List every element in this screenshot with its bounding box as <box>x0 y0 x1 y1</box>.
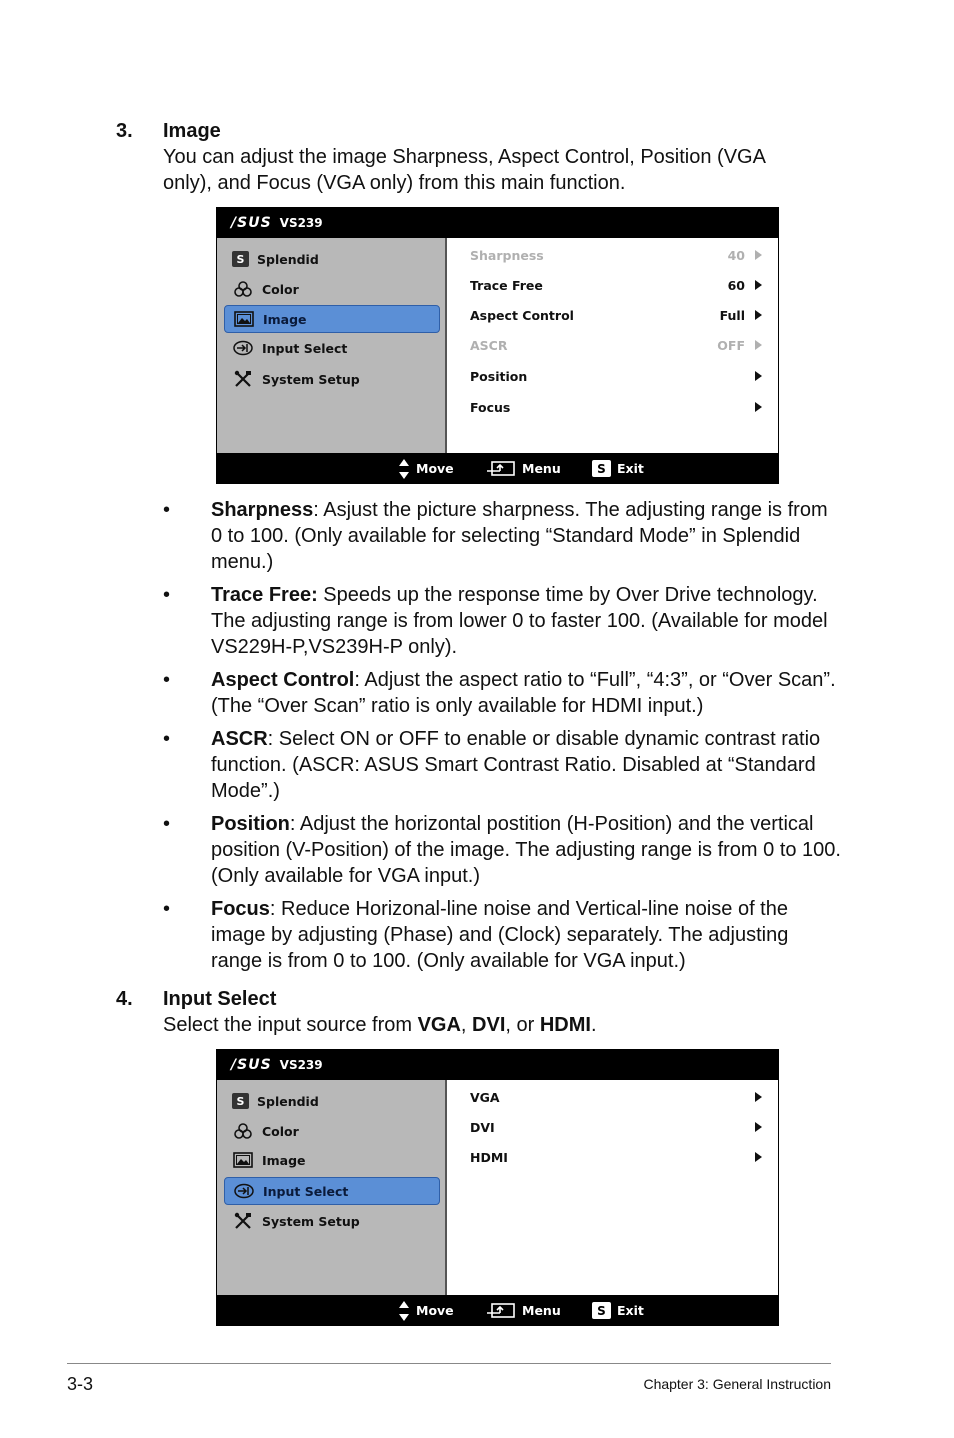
osd-header <box>216 1049 779 1080</box>
description: Speeds up the response time by Over Drive technology. The adjusting range is from lower 0 to faster 100. (Available for model VS229H-P,VS239H-P only). <box>211 584 828 658</box>
option-label: Trace Free <box>470 277 543 293</box>
image-icon <box>232 1151 254 1169</box>
description: : Select ON or OFF to enable or disable dynamic contrast ratio function. (ASCR: ASUS Smart Contrast Ratio. Disabled at “Standard Mode”.) <box>211 728 821 802</box>
osd-submenu <box>445 1080 778 1295</box>
splendid-icon: S <box>232 251 249 267</box>
menu-item-input-select[interactable] <box>224 335 438 361</box>
image-option-list <box>163 497 843 981</box>
option-dvi[interactable] <box>470 1117 762 1137</box>
description: : Asjust the picture sharpness. The adjusting range is from 0 to 100. (Only available for selecting “Standard Mode” in Splendid menu.) <box>211 499 828 573</box>
menu-icon <box>486 460 516 478</box>
list-item: • Trace Free: Speeds up the response time by Over Drive technology. The adjusting range is from lower 0 to faster 100. (Available for model VS229H-P,VS239H-P only). <box>163 584 828 658</box>
system-setup-icon <box>232 370 254 388</box>
footer-divider <box>67 1363 831 1364</box>
arrow-right-icon <box>755 371 762 381</box>
option-focus[interactable] <box>470 397 762 417</box>
osd-footer <box>216 1295 779 1326</box>
option-label: Focus <box>470 399 511 415</box>
arrow-right-icon <box>755 1122 762 1132</box>
term: Focus <box>211 898 270 920</box>
page-number: 3-3 <box>67 1374 94 1394</box>
menu-label: Menu <box>522 461 561 476</box>
exit-icon: S <box>592 460 611 477</box>
option-ascr <box>470 335 762 355</box>
option-value: OFF <box>717 337 745 353</box>
menu-item-label: Input Select <box>263 1183 349 1199</box>
menu-label: Menu <box>522 1303 561 1318</box>
menu-item-image[interactable] <box>224 1147 438 1173</box>
section-title: Input Select <box>163 988 277 1010</box>
option-label: VGA <box>470 1089 500 1105</box>
input-select-icon <box>232 339 254 357</box>
osd-footer <box>216 453 779 484</box>
exit-label: Exit <box>617 461 644 476</box>
move-icon <box>398 1300 410 1322</box>
menu-item-label: Color <box>262 1123 299 1139</box>
menu-item-image[interactable] <box>224 305 440 333</box>
option-value: 40 <box>727 247 745 263</box>
menu-hint <box>486 1295 561 1326</box>
model-name: VS239 <box>279 215 323 230</box>
menu-item-input-select[interactable] <box>224 1177 440 1205</box>
term: Trace Free: <box>211 584 318 606</box>
system-setup-icon <box>232 1212 254 1230</box>
color-icon <box>232 280 254 298</box>
menu-item-splendid[interactable] <box>224 246 438 272</box>
exit-icon: S <box>592 1302 611 1319</box>
option-value: 60 <box>727 277 745 293</box>
option-label: ASCR <box>470 337 508 353</box>
menu-hint <box>486 453 561 484</box>
description: : Adjust the horizontal postition (H-Position) and the vertical position (V-Position) of the image. The adjusting range is from 0 to 100. (Only available for VGA input.) <box>211 813 841 887</box>
splendid-icon: S <box>232 1093 249 1109</box>
option-hdmi[interactable] <box>470 1147 762 1167</box>
list-item: • Sharpness: Asjust the picture sharpness. The adjusting range is from 0 to 100. (Only available for selecting “Standard Mode” in Splendid menu.) <box>163 499 828 573</box>
arrow-right-icon <box>755 1092 762 1102</box>
option-sharpness <box>470 245 762 265</box>
arrow-right-icon <box>755 310 762 320</box>
exit-label: Exit <box>617 1303 644 1318</box>
osd-header <box>216 207 779 238</box>
menu-item-color[interactable] <box>224 276 438 302</box>
option-label: Aspect Control <box>470 307 574 323</box>
option-label: Sharpness <box>470 247 544 263</box>
exit-hint <box>592 1295 644 1326</box>
list-item: • Position: Adjust the horizontal postition (H-Position) and the vertical position (V-Position) of the image. The adjusting range is from 0 to 100. (Only available for VGA input.) <box>163 813 841 887</box>
move-label: Move <box>416 461 454 476</box>
section-title: Image <box>163 120 221 142</box>
osd-image-menu <box>216 207 779 484</box>
menu-item-splendid[interactable] <box>224 1088 438 1114</box>
exit-hint <box>592 453 644 484</box>
move-hint <box>398 1295 454 1326</box>
menu-item-color[interactable] <box>224 1118 438 1144</box>
input-select-icon <box>233 1182 255 1200</box>
term: ASCR <box>211 728 268 750</box>
section-intro <box>163 144 843 196</box>
color-icon <box>232 1122 254 1140</box>
osd-main-menu <box>217 1080 445 1295</box>
model-name: VS239 <box>279 1057 323 1072</box>
chapter-label: Chapter 3: General Instruction <box>643 1376 831 1392</box>
arrow-right-icon <box>755 1152 762 1162</box>
menu-item-system-setup[interactable] <box>224 366 438 392</box>
option-vga[interactable] <box>470 1087 762 1107</box>
menu-icon <box>486 1302 516 1320</box>
option-label: DVI <box>470 1119 495 1135</box>
menu-item-label: Image <box>262 1152 306 1168</box>
option-label: Position <box>470 368 528 384</box>
menu-item-label: Image <box>263 311 307 327</box>
description: : Adjust the aspect ratio to “Full”, “4:3”, or “Over Scan”. (The “Over Scan” ratio is only available for HDMI input.) <box>211 669 836 717</box>
asus-logo: /SUS <box>231 214 272 231</box>
list-item: • Focus: Reduce Horizonal-line noise and Vertical-line noise of the image by adjusting (Phase) and (Clock) separately. The adjusting range is from 0 to 100. (Only available for VGA input.) <box>163 898 789 972</box>
intro-line: only), and Focus (VGA only) from this main function. <box>163 172 626 194</box>
arrow-right-icon <box>755 280 762 290</box>
option-label: HDMI <box>470 1149 508 1165</box>
asus-logo: /SUS <box>231 1056 272 1073</box>
arrow-right-icon <box>755 250 762 260</box>
option-trace-free[interactable] <box>470 275 762 295</box>
section-number: 4. <box>116 988 133 1010</box>
section-intro: Select the input source from VGA, DVI, or HDMI. <box>163 1014 597 1036</box>
move-hint <box>398 453 454 484</box>
term: Position <box>211 813 290 835</box>
term: Sharpness <box>211 499 314 521</box>
menu-item-label: System Setup <box>262 1213 360 1229</box>
menu-item-label: Splendid <box>257 251 319 267</box>
section-number: 3. <box>116 120 133 142</box>
menu-item-label: Splendid <box>257 1093 319 1109</box>
list-item: • Aspect Control: Adjust the aspect ratio to “Full”, “4:3”, or “Over Scan”. (The “Over Scan” ratio is only available for HDMI input.) <box>163 669 836 717</box>
description: : Reduce Horizonal-line noise and Vertical-line noise of the image by adjusting (Phase) and (Clock) separately. The adjusting range is from 0 to 100. (Only available for VGA input.) <box>211 898 789 972</box>
list-item: • ASCR: Select ON or OFF to enable or disable dynamic contrast ratio function. (ASCR: ASUS Smart Contrast Ratio. Disabled at “Standard Mode”.) <box>163 728 821 802</box>
image-icon <box>233 310 255 328</box>
intro-line: You can adjust the image Sharpness, Aspect Control, Position (VGA <box>163 146 766 168</box>
menu-item-label: Color <box>262 281 299 297</box>
arrow-right-icon <box>755 402 762 412</box>
term: Aspect Control <box>211 669 355 691</box>
menu-item-system-setup[interactable] <box>224 1208 438 1234</box>
arrow-right-icon <box>755 340 762 350</box>
option-value: Full <box>719 307 745 323</box>
menu-item-label: System Setup <box>262 371 360 387</box>
osd-submenu <box>445 238 778 453</box>
menu-item-label: Input Select <box>262 340 348 356</box>
move-label: Move <box>416 1303 454 1318</box>
osd-main-menu <box>217 238 445 453</box>
osd-input-select-menu <box>216 1049 779 1326</box>
option-position[interactable] <box>470 366 762 386</box>
move-icon <box>398 458 410 480</box>
option-aspect-control[interactable] <box>470 305 762 325</box>
